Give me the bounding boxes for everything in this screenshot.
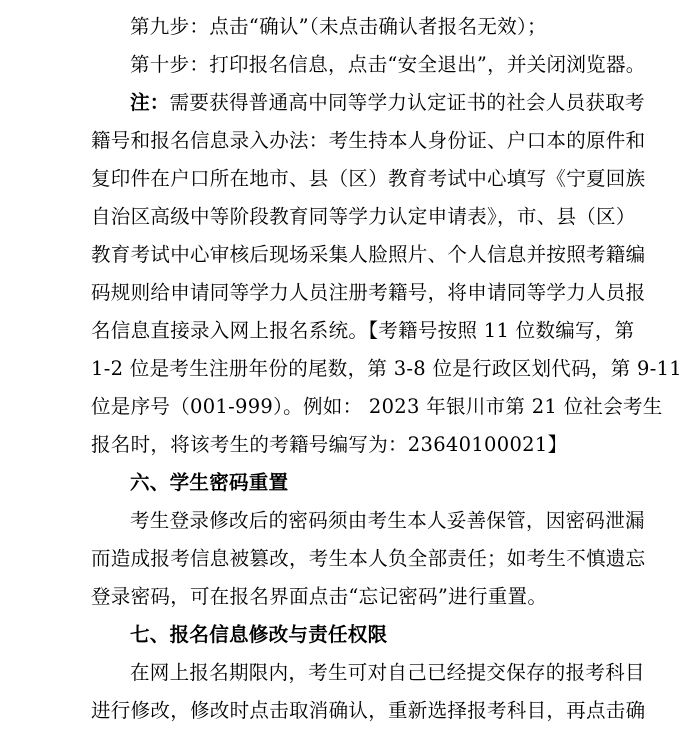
paragraph-line: 报名时，将该考生的考籍号编写为：23640100021】: [91, 433, 568, 456]
paragraph-line: 复印件在户口所在地市、县（区）教育考试中心填写《宁夏回族: [91, 167, 646, 190]
paragraph-line: 位是序号（001-999）。例如： 2023 年银川市第 21 位社会考生: [91, 395, 663, 418]
paragraph-line: 登录密码，可在报名界面点击“忘记密码”进行重置。: [91, 585, 548, 608]
paragraph-line: 名信息直接录入网上报名系统。【考籍号按照 11 位数编写，第: [91, 319, 635, 342]
paragraph-line: 而造成报考信息被篡改，考生本人负全部责任；如考生不慎遗忘: [91, 547, 646, 570]
paragraph-line: 籍号和报名信息录入办法：考生持本人身份证、户口本的原件和: [91, 129, 646, 152]
paragraph-line: 自治区高级中等阶段教育同等学力认定申请表》，市、县（区）: [91, 205, 636, 228]
step-ten-line: 第十步：打印报名信息，点击“安全退出”，并关闭浏览器。: [130, 53, 646, 76]
paragraph-line: 教育考试中心审核后现场采集人脸照片、个人信息并按照考籍编: [91, 243, 646, 266]
paragraph-line: 码规则给申请同等学力人员注册考籍号，将申请同等学力人员报: [91, 281, 646, 304]
paragraph-line: 在网上报名期限内，考生可对自己已经提交保存的报考科目: [130, 661, 645, 684]
paragraph-line: 进行修改，修改时点击取消确认，重新选择报考科目，再点击确: [91, 699, 646, 722]
section-heading-info-modification: 七、报名信息修改与责任权限: [130, 623, 388, 646]
note-label: 注：: [130, 91, 170, 114]
note-text: 需要获得普通高中同等学力认定证书的社会人员获取考: [169, 91, 645, 114]
note-first-line: [130, 88, 645, 118]
step-nine-line: 第九步：点击“确认”（未点击确认者报名无效）；: [130, 15, 547, 38]
section-heading-password-reset: 六、学生密码重置: [130, 471, 289, 494]
paragraph-line: 1-2 位是考生注册年份的尾数，第 3-8 位是行政区划代码，第 9-11: [91, 357, 683, 380]
paragraph-line: 考生登录修改后的密码须由考生本人妥善保管，因密码泄漏: [130, 509, 645, 532]
